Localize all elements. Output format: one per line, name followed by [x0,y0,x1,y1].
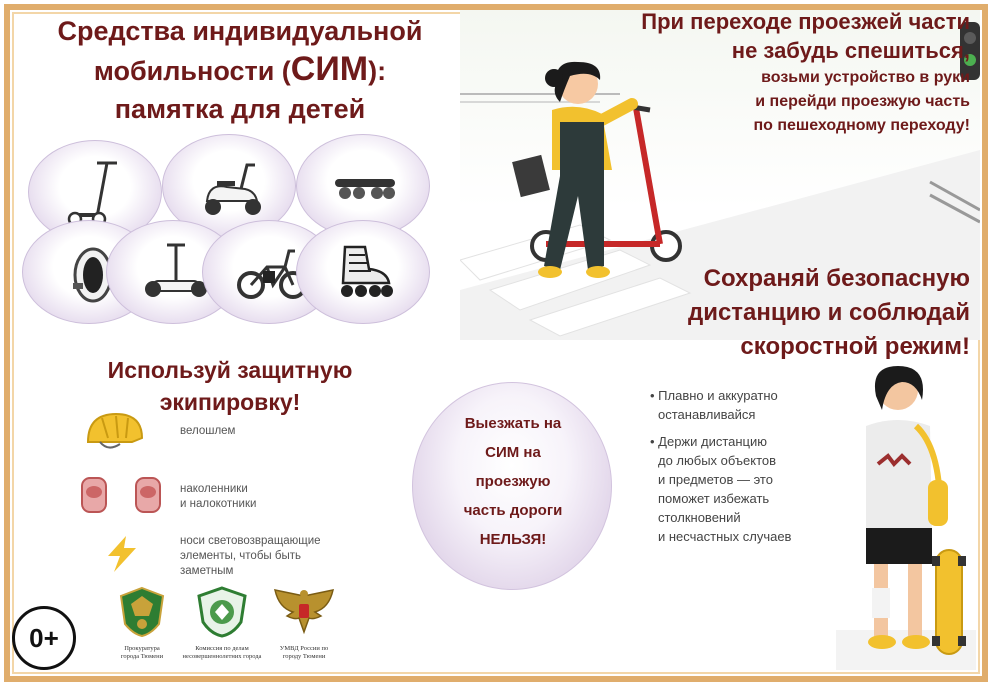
bullet-distance-line6: и несчастных случаев [658,529,792,544]
distance-line2: дистанцию и соблюдай [687,299,970,326]
crossing-heading [641,8,970,138]
gear-title-line1: Используй защитную [107,357,353,383]
bullet-distance-line3: и предметов — это [658,472,773,487]
reflective-label [180,534,321,579]
segway-icon [141,239,211,307]
safety-bullets [650,386,850,554]
forbid-line5: НЕЛЬЗЯ! [479,531,547,548]
forbid-line4: часть дороги [463,502,563,519]
prosecutor-emblem-icon [117,586,167,638]
inline-skate-icon [331,239,401,307]
crossing-line4: и перейди проезжую часть [755,93,970,110]
bullet-distance-line1: • Держи дистанцию [650,434,768,449]
pads-label-line2: и налокотники [180,498,257,510]
poster-title-line1: Средства индивидуальной [57,16,423,46]
crossing-line2: не забудь спешиться, [731,38,970,63]
distance-line3: скоростной режим! [740,333,970,360]
lightning-icon [104,534,140,574]
poster-title [20,12,460,128]
crossing-line3: возьми устройство в руки [761,69,970,86]
emblem-police [254,586,354,661]
forbid-line2: СИМ на [485,444,541,461]
bullet-stop-line1: • Плавно и аккуратно [650,388,778,403]
forbid-circle [412,382,612,590]
kick-scooter-icon [63,159,127,227]
pads-label [180,482,256,512]
distance-heading [688,262,970,364]
moped-icon [197,153,267,221]
electric-skateboard-icon [331,153,401,221]
poster-title-line3: памятка для детей [114,94,366,124]
emblem-police-caption: УМВД России по городу Тюмени [279,645,329,660]
bullet-distance-line5: столкновений [658,510,741,525]
forbid-line1: Выезжать на [464,415,562,432]
bullet-stop [650,386,850,424]
emblem-prosecutor-caption: Прокуратура города Тюмени [120,645,164,660]
bullet-stop-line2: останавливайся [658,407,756,422]
distance-line1: Сохраняй безопасную [703,265,970,292]
bullet-distance [650,432,850,546]
helmet-label: велошлем [180,425,236,437]
reflective-label-line3: заметным [180,565,234,577]
crossing-line5: по пешеходному переходу! [753,117,970,134]
gear-title-line2: экипировку! [159,389,301,415]
bullet-distance-line4: поможет избежать [658,491,770,506]
commission-emblem-icon [195,586,249,638]
crossing-line1: При переходе проезжей части [641,9,970,34]
reflective-label-line1: носи световозвращающие [180,535,321,547]
helmet-icon [80,408,150,454]
reflective-label-line2: элементы, чтобы быть [180,550,301,562]
rollerblade-circle [296,220,430,324]
poster-title-line2: мобильности (СИМ): [93,50,387,88]
boy-skateboard-illustration [836,360,976,672]
knee-pads-icon [80,472,170,518]
police-eagle-emblem-icon [269,586,339,638]
forbid-text [413,409,613,554]
pads-label-line1: наколенники [180,483,248,495]
emblem-commission-caption: Комиссия по делам несовершеннолетних города [182,645,262,660]
age-rating-badge: 0+ [12,606,76,670]
bullet-distance-line2: до любых объектов [658,453,777,468]
forbid-line3: проезжую [475,473,551,490]
